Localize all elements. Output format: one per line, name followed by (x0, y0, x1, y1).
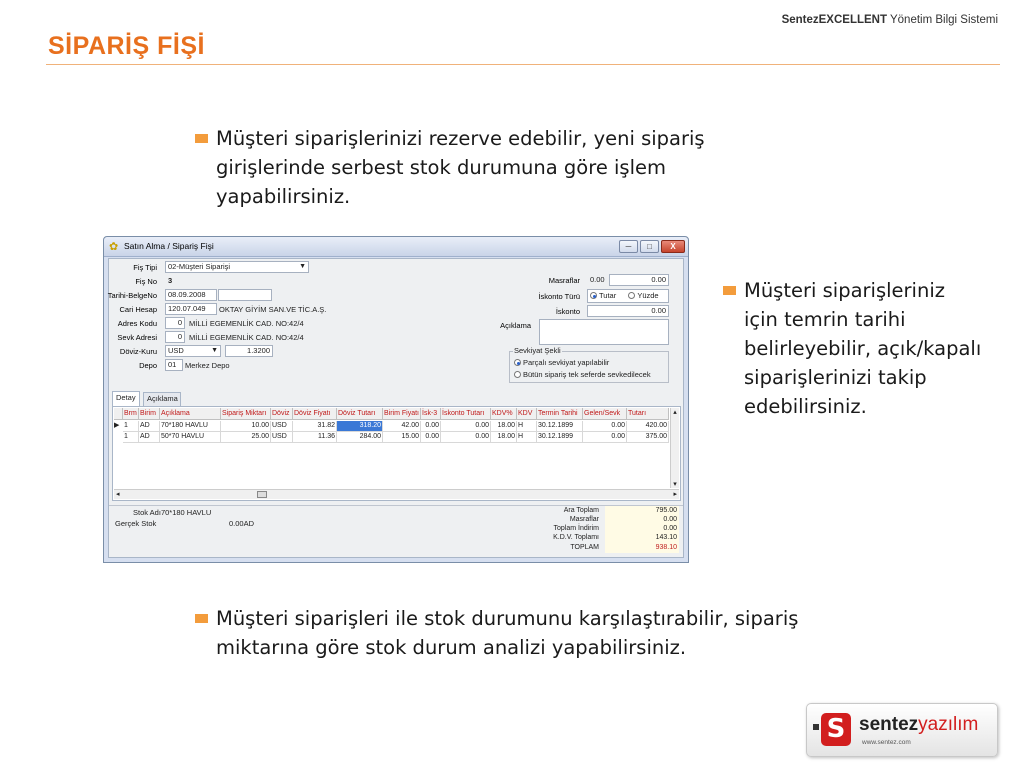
grid-header[interactable]: Açıklama (160, 408, 221, 420)
iskonto-turu-label: İskonto Türü (538, 292, 580, 301)
radio-icon (514, 371, 521, 378)
depo-name: Merkez Depo (185, 361, 230, 370)
aciklama-field[interactable] (539, 319, 669, 345)
masraflar-label: Masraflar (548, 276, 580, 285)
app-icon: ✿ (109, 241, 119, 253)
grid-header[interactable]: Tutarı (627, 408, 669, 420)
grid-cell[interactable]: H (517, 421, 537, 432)
grid-header[interactable]: Birim Fiyatı (383, 408, 421, 420)
ara-toplam-label: Ara Toplam (563, 507, 599, 514)
fis-tipi-label: Fiş Tipi (133, 263, 157, 272)
tutar-radio[interactable]: Tutar (590, 291, 616, 300)
radio-selected-icon (514, 359, 521, 366)
sevkiyat-option-partial[interactable]: Parçalı sevkiyat yapılabilir (514, 358, 609, 367)
toplam-value: 938.10 (605, 543, 679, 553)
yuzde-radio[interactable]: Yüzde (628, 291, 658, 300)
logo-wordmark: sentezyazılım (859, 714, 979, 735)
grid-cell[interactable]: USD (271, 421, 293, 432)
scroll-thumb[interactable] (257, 491, 267, 498)
grid-cell[interactable]: 0.00 (441, 432, 491, 443)
scroll-up-icon[interactable]: ▴ (673, 409, 677, 416)
grid-header[interactable]: KDV (517, 408, 537, 420)
grid-cell[interactable]: AD (139, 421, 160, 432)
grid-cell[interactable]: AD (139, 432, 160, 443)
gercek-stok-label: Gerçek Stok (115, 519, 157, 528)
radio-selected-icon (590, 292, 597, 299)
adres-kodu-label: Adres Kodu (117, 319, 157, 328)
order-lines-grid (112, 406, 681, 501)
iskonto-turu-group (587, 289, 669, 303)
aciklama-label: Açıklama (500, 321, 531, 330)
grid-cell[interactable]: USD (271, 432, 293, 443)
logo-url: www.sentez.com (862, 739, 911, 746)
grid-cell[interactable]: 0.00 (583, 432, 627, 443)
doviz-select[interactable]: USD ▼ (165, 345, 221, 357)
grid-header[interactable]: Döviz Fiyatı (293, 408, 337, 420)
grid-cell[interactable]: 0.00 (421, 421, 441, 432)
sevkiyat-option-single[interactable]: Bütün sipariş tek seferde sevkedilecek (514, 370, 651, 379)
scroll-left-icon[interactable]: ◂ (116, 491, 120, 498)
brand-subtitle: Yönetim Bilgi Sistemi (887, 14, 998, 26)
order-window (103, 236, 689, 563)
bullet-stock-compare (216, 604, 816, 662)
grid-header[interactable]: Sipariş Miktarı (221, 408, 271, 420)
maximize-button[interactable]: □ (640, 240, 659, 253)
depo-code-field[interactable]: 01 (165, 359, 183, 371)
grid-header[interactable]: Döviz Tutarı (337, 408, 383, 420)
doviz-kuru-label: Döviz-Kuru (119, 347, 157, 356)
toplam-indirim-value: 0.00 (605, 524, 679, 534)
sevkiyat-legend: Sevkiyat Şekli (514, 346, 561, 355)
footer-divider (109, 505, 683, 506)
scroll-right-icon[interactable]: ▸ (673, 491, 677, 498)
toplam-indirim-label: Toplam İndirim (553, 525, 599, 532)
grid-cell[interactable]: 25.00 (221, 432, 271, 443)
grid-cell[interactable]: 70*180 HAVLU (160, 421, 221, 432)
bullet-text: Müşteri siparişleri ile stok durumunu karşılaştırabilir, sipariş miktarına göre stok durum analizi yapabilirsiniz. (216, 607, 799, 659)
brand-name: SentezEXCELLENT (781, 14, 887, 26)
grid-cell[interactable]: 420.00 (627, 421, 669, 432)
masraflar-total-value: 0.00 (605, 515, 679, 525)
bullet-text: Müşteri siparişleriniz için temrin tarihi belirleyebilir, açık/kapalı siparişlerinizi takip edebilirsiniz. (744, 279, 982, 418)
grid-header[interactable]: Döviz (271, 408, 293, 420)
sevkiyat-group (509, 346, 669, 383)
radio-icon (628, 292, 635, 299)
chevron-down-icon: ▼ (299, 263, 306, 270)
grid-header[interactable]: İskonto Tutarı (441, 408, 491, 420)
tarih-label: Tarihi-BelgeNo (107, 291, 157, 300)
title-divider (46, 64, 1000, 65)
grid-cell[interactable]: 30.12.1899 (537, 432, 583, 443)
sevk-adresi-label: Sevk Adresi (117, 333, 157, 342)
slide-title: SİPARİŞ FİŞİ (48, 32, 205, 60)
masraflar-field[interactable]: 0.00 (609, 274, 669, 286)
masraflar-rate-field[interactable]: 0.00 (590, 275, 605, 284)
sevk-text: MİLLİ EGEMENLİK CAD. NO:42/4 (189, 333, 304, 342)
tab-aciklama[interactable]: Açıklama (143, 392, 181, 406)
cari-hesap-label: Cari Hesap (119, 305, 157, 314)
iskonto-field[interactable]: 0.00 (587, 305, 669, 317)
close-button[interactable]: X (661, 240, 685, 253)
sevk-code-field[interactable]: 0 (165, 331, 185, 343)
grid-cell[interactable]: 31.82 (293, 421, 337, 432)
grid-horizontal-scrollbar[interactable] (114, 489, 679, 499)
fis-no-field[interactable]: 3 (168, 276, 173, 285)
grid-cell[interactable]: 284.00 (337, 432, 383, 443)
bullet-square-icon (195, 134, 208, 143)
fis-no-label: Fiş No (135, 277, 157, 286)
adres-text: MİLLİ EGEMENLİK CAD. NO:42/4 (189, 319, 304, 328)
grid-cell[interactable]: 1 (123, 432, 139, 443)
sentez-logo (806, 703, 998, 757)
grid-cell[interactable]: 375.00 (627, 432, 669, 443)
bullet-reserve (216, 124, 776, 211)
grid-header[interactable]: Gelen/Sevk (583, 408, 627, 420)
kdv-toplam-value: 143.10 (605, 533, 679, 543)
logo-s-icon: S (821, 713, 851, 746)
toplam-label: TOPLAM (570, 544, 599, 551)
scroll-down-icon[interactable]: ▾ (673, 481, 677, 488)
grid-cell[interactable]: 10.00 (221, 421, 271, 432)
grid-cell[interactable]: 0.00 (441, 421, 491, 432)
cari-name: OKTAY GİYİM SAN.VE TİC.A.Ş. (219, 305, 327, 314)
grid-cell[interactable]: 30.12.1899 (537, 421, 583, 432)
grid-cell-selected[interactable]: 318.20 (337, 421, 383, 432)
depo-label: Depo (139, 361, 157, 370)
tarih-field[interactable]: 08.09.2008 (165, 289, 217, 301)
grid-cell[interactable]: 18.00 (491, 432, 517, 443)
bullet-square-icon (723, 286, 736, 295)
chevron-down-icon: ▼ (211, 347, 218, 354)
grid-vertical-scrollbar[interactable] (670, 408, 679, 488)
brand-header (782, 14, 998, 26)
window-titlebar[interactable] (104, 237, 688, 257)
kdv-toplam-label: K.D.V. Toplamı (553, 534, 599, 541)
adres-code-field[interactable]: 0 (165, 317, 185, 329)
minimize-button[interactable]: ─ (619, 240, 638, 253)
window-title: Satın Alma / Sipariş Fişi (124, 241, 214, 251)
cari-code-field[interactable]: 120.07.049 (165, 303, 217, 315)
bullet-text: Müşteri siparişlerinizi rezerve edebilir, yeni sipariş girişlerinde serbest stok durumuna göre işlem yapabilirsiniz. (216, 127, 705, 208)
gercek-stok-value: 0.00AD (229, 519, 255, 528)
grid-cell[interactable]: H (517, 432, 537, 443)
row-marker-icon: ▶ (114, 422, 120, 429)
ara-toplam-value: 795.00 (605, 506, 679, 516)
bullet-delivery-date (744, 276, 984, 421)
bullet-square-icon (195, 614, 208, 623)
grid-cell[interactable]: 42.00 (383, 421, 421, 432)
grid-header-indicator (114, 408, 123, 420)
grid-header[interactable]: Brm (123, 408, 139, 420)
belge-no-field[interactable] (218, 289, 272, 301)
fis-tipi-select[interactable]: 02-Müşteri Siparişi ▼ (165, 261, 309, 273)
grid-cell[interactable]: 11.36 (293, 432, 337, 443)
tab-detay[interactable]: Detay (112, 391, 140, 406)
iskonto-label: İskonto (555, 307, 580, 316)
masraflar-total-label: Masraflar (569, 516, 599, 523)
grid-cell[interactable]: 0.00 (421, 432, 441, 443)
logo-dot-icon (813, 724, 819, 730)
window-body (108, 258, 684, 558)
grid-cell[interactable]: 18.00 (491, 421, 517, 432)
grid-header[interactable]: İsk-3 (421, 408, 441, 420)
grid-cell[interactable]: 15.00 (383, 432, 421, 443)
grid-cell[interactable]: 0.00 (583, 421, 627, 432)
grid-header[interactable]: KDV% (491, 408, 517, 420)
kur-field[interactable]: 1.3200 (225, 345, 273, 357)
grid-header[interactable]: Birim (139, 408, 160, 420)
grid-cell[interactable]: 50*70 HAVLU (160, 432, 221, 443)
grid-cell[interactable]: 1 (123, 421, 139, 432)
stok-adi: Stok Adı70*180 HAVLU (133, 508, 212, 517)
grid-header[interactable]: Termin Tarihi (537, 408, 583, 420)
